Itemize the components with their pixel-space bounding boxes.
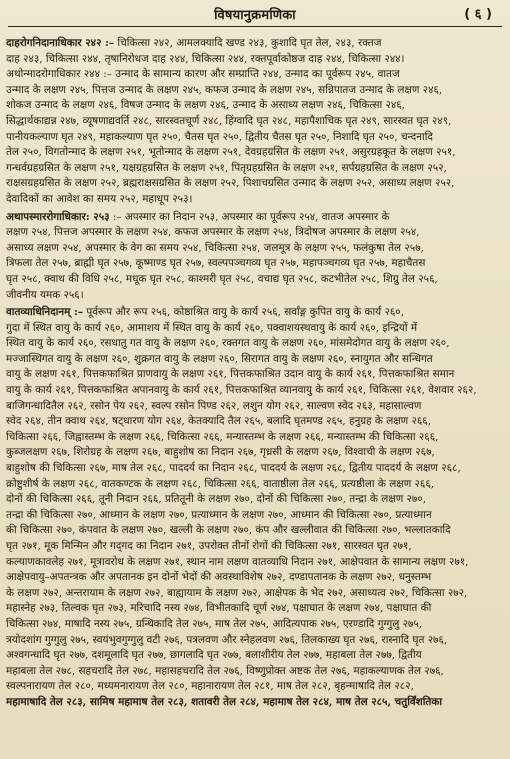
text-line: क्रोष्टुशीर्ष के लक्षण २६८, वातकण्टक के लक्षण २६८, चिकित्सा २६६, वाताष्ठीला तेल २६६, प्रत्यष्ठीला के लक्षण २६६,	[6, 477, 435, 490]
section-heading: अथापस्माररोगाधिकार: २५३	[6, 210, 110, 223]
text-line: गुदा में स्थित वायु के कार्य २६०, आमाशय में स्थित वायु के कार्य २६०, पक्वाशयस्थवायु के कार्य २६०, इन्द्रियों में	[6, 321, 418, 334]
page-number: ( ६ )	[464, 7, 492, 22]
section-heading: वातव्याधिनिदानम् :–	[6, 306, 84, 319]
text-line: बाहुशोष की चिकित्सा २६७, माष तेल २६८, पाददर्य का निदान २६८, पाददर्य के लक्षण २६८, द्वितीय पाददर्य के लक्षण २६८,	[6, 462, 461, 475]
text-line: स्थित वायु के कार्य २६०, रसधातु गत वायु के लक्षण २६०, रक्तगत वायु के लक्षण २६०, मांसमेदोगत वायु के लक्षण २६०,	[6, 337, 450, 350]
text-line: की चिकित्सा २७०, कंपवात के लक्षण २७०, खल्ली के लक्षण २७०, कंप और खल्लीवात की चिकित्सा २७०, भल्लातकादि	[6, 524, 451, 537]
text-line: गन्धर्वग्रहग्रसित के लक्षण २५१, यक्षग्रहग्रसित के लक्षण २५१, पितृग्रहग्रसित के लक्षण २५१, सर्पग्रहग्रसित के लक्षण २५२,	[6, 161, 447, 174]
text-line: बाजिगन्धादितैल २६२, रसोन पेय २६२, स्वल्प रसोन पिण्ड २६२, लशुन योग २६२, साल्वण स्वेद २६३, महासाल्वण	[6, 399, 422, 412]
text-line: अथोन्मादरोगाधिकार २४४ :– उन्माद के सामान्य कारण और सम्प्राप्ति २४४, उन्माद का पूर्वरूप २४५, वातज	[6, 68, 400, 81]
text-line: के लक्षण २७२, अन्तरायाम के लक्षण २७२, बाह्यायाम के लक्षण २७२, आक्षेपक के भेद २७२, असाध्यत्व २७२, चिकित्सा २७२,	[6, 586, 468, 599]
header-rule	[8, 26, 502, 27]
text-line: मज्जास्थिगत वायु के लक्षण २६०, शुक्रगत वायु के लक्षण २६०, सिरागत वायु के लक्षण २६०, स्नायुगत और सन्धिगत	[6, 352, 433, 365]
text-line: देवादिकों का आवेश का समय २५२, महाधूप २५३।	[6, 192, 193, 205]
text-line: घृत २७१, मूक मिन्मिन और गद्‌गद का निदान २७१, उपरोक्त तीनों रोगों की चिकित्सा २७१, सारस्वत घृत २७१,	[6, 540, 412, 552]
text-line	[6, 210, 504, 226]
text-line: दोनों की चिकित्सा २६६, तूनी निदान २६६, प्रतितूनी के लक्षण २७०, दोनों की चिकित्सा २७०, तन्द्रा के लक्षण २७०,	[6, 493, 427, 506]
text-line: दाह २४३, चिकित्सा २४४, तृषानिरोधज दाह २४४, चिकित्सा २४४, रक्तपूर्वाकोष्ठज दाह २४४, चिकित्सा २४४।	[6, 52, 405, 65]
line-text: पूर्वरूप और रूप २५६, कोष्ठाश्रित वायु के कार्य २५६, सर्वांङ्ग कुपित वायु के कार्य २६०,	[83, 306, 404, 319]
text-line: महास्नेह २७३, तिल्वक घृत २७३, मरिचादि नस्य २७४, विभीतकादि चूर्ण २७४, पक्षाघात के लक्षण २७४, पक्षाघात की	[6, 602, 432, 615]
text-line: स्वेद २६४, तीन क्वाथ २६४, षट्धारण योग २६४, केतक्यादि तैल २६५, बलादि घृतमण्ड २६५, हनुग्रह के लक्षण २६६,	[6, 415, 432, 428]
index-content	[6, 36, 504, 713]
line-text: :– अपस्मार का निदान २५३, अपस्मार का पूर्वरूप २५४, वातज अपस्मार के	[109, 210, 390, 223]
text-line-last: महामाषादि तेल २८३, सामिष महामाष तेल २८३, शतावरी तेल २८४, महामाष तेल २८४, माष तेल २८५, चतुर्विंशतिका	[6, 695, 443, 708]
text-line: घृत २५८, क्वाथ की विधि २५८, मधूक घृत २५८, काश्मरी घृत २५८, वचाद्य घृत २५८, कटभीतेल २५८, शिग्रु तेल २५६,	[6, 272, 438, 285]
section-daha-unmada	[6, 36, 504, 208]
text-line: लक्षण २५४, पित्तज अपस्मार के लक्षण २५४, कफज अपस्मार के लक्षण २५४, त्रिदोषज अपस्मार के लक्षण २५४,	[6, 226, 420, 239]
text-line: महाबला तेल २७८, सहचरादि तेल २७८, महासहचरादि तेल २७६, विष्णुप्रोक्त अष्टक तेल २७६, महाकल्याणक तेल २७६,	[6, 664, 444, 677]
text-line	[6, 305, 504, 321]
line-text: चिकित्सा २४२, आमलक्यादि खण्ड २४३, कुशादि घृत तेल, २४३, रक्तज	[114, 37, 382, 49]
text-line: तन्द्रा की चिकित्सा २७०, आध्मान के लक्षण २७०, प्रत्याध्मान के लक्षण २७०, आध्मान की चिकित्सा २७०, प्रत्याध्मान	[6, 508, 432, 521]
page-title: विषयानुक्रमणिका	[214, 8, 296, 23]
text-line: असाध्य लक्षण २५४, अपस्मार के वेग का समय २५४, चिकित्सा २५४, जलमूत्र के लक्षण २५५, फलंकुषा तेल २५७,	[6, 241, 424, 254]
section-vatavyadhi	[6, 305, 504, 710]
text-line: चिकित्सा २७४, माषादि नस्य २७५, ग्रन्थिकादि तेल २७५, माष तेल २७५, आदित्यपाक २७५, एरण्डादि गुग्गुलु २७५,	[6, 617, 423, 630]
text-line: कुब्जलक्षण २६७, शिरोग्रह के लक्षण २६७, बाहुशोष का निदान २६७, गृध्रसी के लक्षण २६७, विश्वाची के लक्षण २६७,	[6, 446, 435, 459]
text-line: त्रयोदशांग गुग्गुलु २७५, स्वयंभुवगुग्गुलु वटी २७६, पत्रलवण और स्नेहलवण २७६, तिलकाख्य घृत २७६, रास्नादि घृत २७६,	[6, 633, 448, 646]
text-line: चिकित्सा २६६, जिह्वास्तम्भ के लक्षण २६६, चिकित्सा २६६, मन्यास्तम्भ के लक्षण २६६, मन्यास्तम्भ की चिकित्सा २६६,	[6, 430, 439, 443]
text-line: अश्वगन्धादि घृत २७७, दशमूलादि घृत २७७, छागलादि घृत २७७, बलाशीरीय तेल २७७, महाबला तेल २७७, द्वितीय	[6, 649, 422, 662]
text-line: वायु के लक्षण २६१, पित्तकफाश्रित प्राणवायु के लक्षण २६१, पित्तकफाश्रित उदान वायु के कार्य २६१, पित्तकफाश्रित समान	[6, 368, 455, 381]
text-line: त्रिफला तेल २५७, ब्राह्मी घृत २५७, कूष्माण्ड घृत २५७, स्वल्पपञ्चगव्य घृत २५७, महापञ्चगव्य घृत २५७, महाचैतस	[6, 257, 426, 270]
text-line: पानीयकल्याण घृत २४९, महाकल्याण घृत २५०, चैतस घृत २५०, द्वितीय चैतस घृत २५०, निशादि घृत २५०, चन्दनादि	[6, 130, 433, 143]
text-line: तेल २५०, विगतोन्माद के लक्षण २५१, भूतोन्माद के लक्षण २५१, देवग्रहग्रसित के लक्षण २५१, असुरग्रहकूत के लक्षण २५१,	[6, 146, 456, 159]
page-header	[0, 0, 510, 28]
section-apasmara	[6, 210, 504, 304]
text-line: शोकज उन्माद के लक्षण २४६, विषज उन्माद के लक्षण २४६, उन्माद के असाध्य लक्षण २४६, चिकित्सा २४६,	[6, 99, 405, 112]
text-line: जीवनीय यमक २५६।	[6, 288, 84, 301]
text-line: उन्माद के लक्षण २४५, पित्तज उन्माद के लक्षण २४५, कफज उन्माद के लक्षण २४५, सन्निपातज उन्माद के लक्षण २४६,	[6, 83, 443, 96]
text-line: राक्षसग्रहग्रसित के लक्षण २५२, ब्रह्मराक्षसग्रसित के लक्षण २५२, पिशाचग्रसित उन्माद के लक्षण २५२, असाध्य लक्षण २५२,	[6, 177, 455, 190]
text-line	[6, 36, 504, 52]
text-line: वायु के कार्य २६१, पित्तकफाश्रित अपानवायु के कार्य २६१, पित्तकफाश्रित व्यानवायु के कार्य २६१, चिकित्सा २६१, वेशवार २६२,	[6, 384, 477, 397]
text-line: सिद्धार्थकाद्यन्न २४७, व्यूषणाद्यवर्ति २४८, सारस्वतचूर्ण २४८, हिंग्वादि घृत २४८, महापैशाचिक घृत २४९, सारस्वत घृत २४९,	[6, 114, 452, 127]
text-line: कल्याणकावलेह २७१, मूत्रावरोध के लक्षण २७१, स्थान नाम लक्षण वातव्याधि निदान २७१, आक्षेपवात के सामान्य लक्षण २७१,	[6, 555, 469, 568]
section-heading: दाहरोगनिदानाधिकार २४२ :–	[6, 37, 115, 49]
text-line: आक्षेपवायु–अपतन्त्रक और अपतानक इन दोनों भेदों की अवस्थाविशेष २७२, दण्डापतानक के लक्षण २७२, धनुस्तम्भ	[6, 571, 432, 584]
text-line: स्वल्पनारायण तेल २८०, मध्यमनारायण तेल २८०, महानारायण तेल २८१, माष तेल २८२, बृहन्माषादि तेल २८२,	[6, 680, 414, 693]
